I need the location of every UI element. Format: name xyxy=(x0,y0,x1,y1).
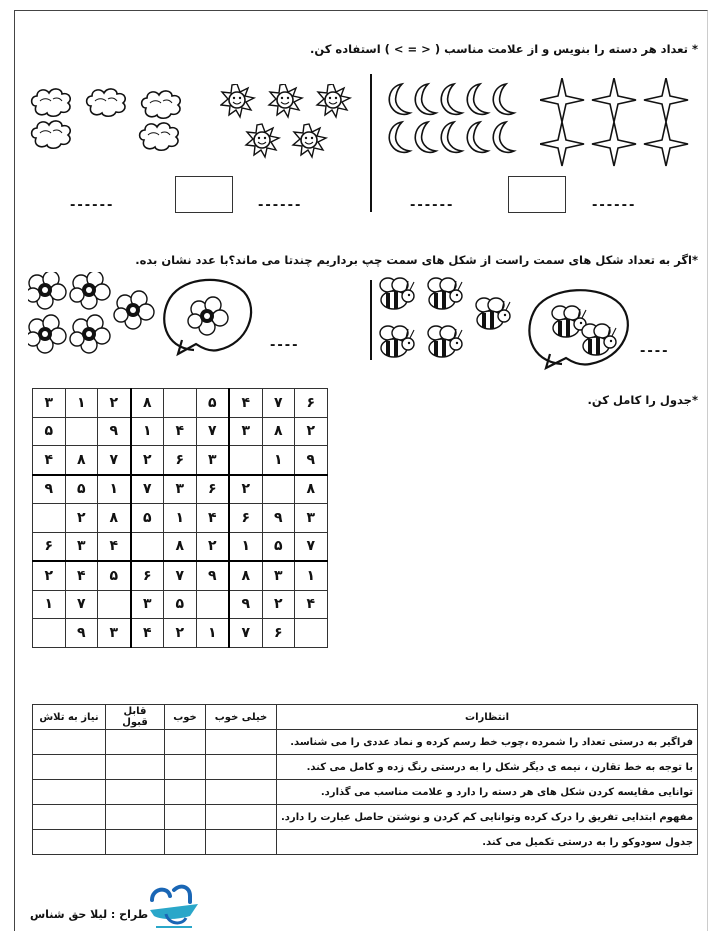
moon-icon xyxy=(441,84,462,114)
bee-icon xyxy=(582,324,616,355)
sudoku-cell: ۴ xyxy=(295,590,328,619)
count-blank-moons[interactable]: ------ xyxy=(410,198,455,213)
expectation-text: فراگیر به درستی تعداد را شمرده ،چوب خط رسم کرده و نماد عددی را می شناسد. xyxy=(277,730,698,755)
sudoku-empty-cell[interactable] xyxy=(196,590,229,619)
flower-icon xyxy=(114,291,154,329)
sudoku-cell: ۳ xyxy=(262,561,295,590)
suns-group xyxy=(220,84,360,164)
sudoku-cell: ۲ xyxy=(196,532,229,561)
sudoku-empty-cell[interactable] xyxy=(33,619,66,648)
sudoku-cell: ۴ xyxy=(98,532,131,561)
section1-divider xyxy=(370,74,372,212)
bee-icon xyxy=(428,326,462,357)
grade-cell-acceptable[interactable] xyxy=(106,830,165,855)
cloud-icon xyxy=(87,89,126,116)
moon-icon xyxy=(415,84,436,114)
section2-divider xyxy=(370,280,372,360)
grade-cell-acceptable[interactable] xyxy=(106,805,165,830)
sudoku-cell: ۴ xyxy=(196,504,229,533)
section3-title: *جدول را کامل کن. xyxy=(587,393,698,407)
evaluation-table xyxy=(32,704,698,855)
sudoku-cell: ۵ xyxy=(98,561,131,590)
grade-cell-good[interactable] xyxy=(165,755,206,780)
sudoku-cell: ۳ xyxy=(98,619,131,648)
sudoku-cell: ۲ xyxy=(33,561,66,590)
grade-cell-acceptable[interactable] xyxy=(106,730,165,755)
grade-cell-needs-effort[interactable] xyxy=(33,830,106,855)
sudoku-cell: ۸ xyxy=(98,504,131,533)
flower-lasso xyxy=(156,274,256,358)
sudoku-cell: ۷ xyxy=(262,389,295,418)
grade-cell-needs-effort[interactable] xyxy=(33,805,106,830)
sudoku-cell: ۸ xyxy=(295,475,328,504)
sudoku-cell: ۷ xyxy=(98,446,131,475)
sudoku-cell: ۳ xyxy=(33,389,66,418)
sudoku-row xyxy=(33,504,328,533)
moon-icon xyxy=(493,84,514,114)
flower-icon xyxy=(28,315,66,353)
designer-credit: طراح : لیلا حق شناس xyxy=(30,908,149,921)
star-icon xyxy=(592,122,636,166)
evaluation-row xyxy=(33,805,698,830)
sudoku-cell: ۶ xyxy=(164,446,197,475)
sudoku-cell: ۹ xyxy=(262,504,295,533)
moon-icon xyxy=(441,122,462,152)
sudoku-cell: ۹ xyxy=(98,417,131,446)
sun-icon xyxy=(293,124,326,157)
bee-icon xyxy=(380,278,414,309)
sudoku-cell: ۳ xyxy=(131,590,164,619)
sudoku-cell: ۶ xyxy=(229,504,262,533)
sudoku-cell: ۷ xyxy=(131,475,164,504)
sudoku-cell: ۵ xyxy=(65,475,98,504)
sudoku-cell: ۵ xyxy=(131,504,164,533)
flower-icon xyxy=(70,315,110,353)
bees-group xyxy=(378,276,528,368)
publisher-logo-icon xyxy=(146,880,204,932)
sudoku-cell: ۳ xyxy=(196,446,229,475)
evaluation-row xyxy=(33,730,698,755)
cloud-icon xyxy=(142,91,181,118)
sudoku-cell: ۴ xyxy=(65,561,98,590)
grade-cell-very-good[interactable] xyxy=(206,805,277,830)
grade-cell-acceptable[interactable] xyxy=(106,755,165,780)
sudoku-cell: ۹ xyxy=(295,446,328,475)
sudoku-row xyxy=(33,446,328,475)
sudoku-cell: ۷ xyxy=(196,417,229,446)
evaluation-row xyxy=(33,780,698,805)
sun-icon xyxy=(221,84,254,117)
sudoku-cell: ۶ xyxy=(295,389,328,418)
compare-box-left[interactable] xyxy=(175,176,233,213)
sudoku-cell: ۸ xyxy=(131,389,164,418)
sudoku-row xyxy=(33,619,328,648)
star-icon xyxy=(644,78,688,122)
moons-group xyxy=(384,82,524,162)
grade-cell-needs-effort[interactable] xyxy=(33,780,106,805)
sudoku-cell: ۲ xyxy=(164,619,197,648)
cloud-icon xyxy=(32,121,71,148)
sudoku-cell: ۶ xyxy=(131,561,164,590)
moon-icon xyxy=(389,84,410,114)
sudoku-empty-cell[interactable] xyxy=(65,417,98,446)
grade-cell-needs-effort[interactable] xyxy=(33,755,106,780)
expectation-text: مفهوم ابتدایی تفریق را درک کرده وتوانایی کم کردن و نوشتن حاصل عبارت را دارد. xyxy=(277,805,698,830)
star-icon xyxy=(540,78,584,122)
sudoku-grid xyxy=(32,388,328,648)
sudoku-cell: ۲ xyxy=(65,504,98,533)
sudoku-cell: ۹ xyxy=(196,561,229,590)
sudoku-cell: ۱ xyxy=(262,446,295,475)
sudoku-cell: ۵ xyxy=(262,532,295,561)
section2-title: *اگر به تعداد شکل های سمت راست از شکل های سمت چپ برداریم چندتا می ماند؟با عدد نشان بده. xyxy=(135,253,698,267)
clouds-group xyxy=(28,86,203,156)
sudoku-cell: ۱ xyxy=(131,417,164,446)
cloud-icon xyxy=(140,123,179,150)
moon-icon xyxy=(415,122,436,152)
compare-box-right[interactable] xyxy=(508,176,566,213)
sudoku-cell: ۳ xyxy=(65,532,98,561)
sudoku-cell: ۸ xyxy=(65,446,98,475)
sudoku-cell: ۴ xyxy=(33,446,66,475)
sudoku-cell: ۱ xyxy=(65,389,98,418)
sudoku-cell: ۲ xyxy=(98,389,131,418)
sudoku-cell: ۴ xyxy=(131,619,164,648)
evaluation-row xyxy=(33,830,698,855)
sudoku-cell: ۵ xyxy=(33,417,66,446)
expectation-text: جدول سودوکو را به درستی تکمیل می کند. xyxy=(277,830,698,855)
sudoku-empty-cell[interactable] xyxy=(98,590,131,619)
sudoku-cell: ۱ xyxy=(196,619,229,648)
sudoku-cell: ۷ xyxy=(295,532,328,561)
sudoku-cell: ۳ xyxy=(229,417,262,446)
bee-icon xyxy=(476,298,510,329)
sudoku-cell: ۲ xyxy=(262,590,295,619)
sudoku-empty-cell[interactable] xyxy=(229,446,262,475)
sudoku-cell: ۴ xyxy=(164,417,197,446)
count-blank-stars[interactable]: ------ xyxy=(592,198,637,213)
count-blank-suns[interactable]: ------ xyxy=(258,198,303,213)
sudoku-cell: ۲ xyxy=(131,446,164,475)
sudoku-cell: ۸ xyxy=(262,417,295,446)
sudoku-cell: ۷ xyxy=(229,619,262,648)
sudoku-cell: ۱ xyxy=(164,504,197,533)
count-blank-clouds[interactable]: ------ xyxy=(70,198,115,213)
answer-blank-flowers[interactable]: ---- xyxy=(270,338,300,353)
grade-cell-very-good[interactable] xyxy=(206,830,277,855)
header-expectations: انتظارات xyxy=(277,705,698,730)
sudoku-empty-cell[interactable] xyxy=(295,619,328,648)
sudoku-cell: ۵ xyxy=(164,590,197,619)
header-good: خوب xyxy=(165,705,206,730)
sudoku-cell: ۱ xyxy=(33,590,66,619)
grade-cell-very-good[interactable] xyxy=(206,730,277,755)
star-icon xyxy=(592,78,636,122)
sudoku-cell: ۹ xyxy=(65,619,98,648)
bee-icon xyxy=(428,278,462,309)
bee-icon xyxy=(552,306,586,337)
star-icon xyxy=(540,122,584,166)
sudoku-cell: ۹ xyxy=(33,475,66,504)
moon-icon xyxy=(493,122,514,152)
sun-icon xyxy=(269,84,302,117)
moon-icon xyxy=(467,84,488,114)
expectation-text: توانایی مقایسه کردن شکل های هر دسته را دارد و علامت مناسب می گذارد. xyxy=(277,780,698,805)
sudoku-cell: ۱ xyxy=(229,532,262,561)
grade-cell-good[interactable] xyxy=(165,805,206,830)
sudoku-empty-cell[interactable] xyxy=(33,504,66,533)
bee-lasso xyxy=(520,282,636,372)
sudoku-cell: ۴ xyxy=(229,389,262,418)
grade-cell-needs-effort[interactable] xyxy=(33,730,106,755)
cloud-icon xyxy=(32,89,71,116)
sudoku-row xyxy=(33,389,328,418)
sudoku-cell: ۶ xyxy=(196,475,229,504)
sudoku-cell: ۷ xyxy=(164,561,197,590)
grade-cell-very-good[interactable] xyxy=(206,780,277,805)
moon-icon xyxy=(389,122,410,152)
sudoku-row xyxy=(33,590,328,619)
grade-cell-very-good[interactable] xyxy=(206,755,277,780)
grade-cell-good[interactable] xyxy=(165,830,206,855)
sudoku-cell: ۶ xyxy=(33,532,66,561)
flower-icon xyxy=(28,272,66,309)
sudoku-empty-cell[interactable] xyxy=(131,532,164,561)
sudoku-cell: ۳ xyxy=(295,504,328,533)
flower-icon xyxy=(70,272,110,309)
sudoku-row xyxy=(33,561,328,590)
sudoku-cell: ۷ xyxy=(65,590,98,619)
sudoku-cell: ۲ xyxy=(295,417,328,446)
sudoku-empty-cell[interactable] xyxy=(164,389,197,418)
sudoku-cell: ۳ xyxy=(164,475,197,504)
bee-icon xyxy=(380,326,414,357)
sudoku-cell: ۸ xyxy=(164,532,197,561)
sudoku-cell: ۶ xyxy=(262,619,295,648)
section1-title: * تعداد هر دسته را بنویس و از علامت مناسب ( < = > ) استفاده کن. xyxy=(310,42,698,56)
moon-icon xyxy=(467,122,488,152)
sudoku-cell: ۲ xyxy=(229,475,262,504)
grade-cell-good[interactable] xyxy=(165,780,206,805)
flower-icon xyxy=(188,297,228,335)
header-needs-effort: نیاز به تلاش xyxy=(33,705,106,730)
expectation-text: با توجه به خط تقارن ، نیمه ی دیگر شکل را به درستی رنگ زده و کامل می کند. xyxy=(277,755,698,780)
sudoku-cell: ۱ xyxy=(98,475,131,504)
sudoku-row xyxy=(33,417,328,446)
sudoku-row xyxy=(33,475,328,504)
sudoku-cell: ۸ xyxy=(229,561,262,590)
sudoku-empty-cell[interactable] xyxy=(262,475,295,504)
flowers-group xyxy=(28,272,168,358)
grade-cell-acceptable[interactable] xyxy=(106,780,165,805)
stars-group xyxy=(540,78,700,168)
sun-icon xyxy=(317,84,350,117)
header-very-good: خیلی خوب xyxy=(206,705,277,730)
evaluation-row xyxy=(33,755,698,780)
answer-blank-bees[interactable]: ---- xyxy=(640,344,670,359)
sudoku-row xyxy=(33,532,328,561)
grade-cell-good[interactable] xyxy=(165,730,206,755)
sudoku-cell: ۱ xyxy=(295,561,328,590)
sudoku-cell: ۹ xyxy=(229,590,262,619)
sudoku-cell: ۵ xyxy=(196,389,229,418)
star-icon xyxy=(644,122,688,166)
header-acceptable: قابل قبول xyxy=(106,705,165,730)
sun-icon xyxy=(246,124,279,157)
